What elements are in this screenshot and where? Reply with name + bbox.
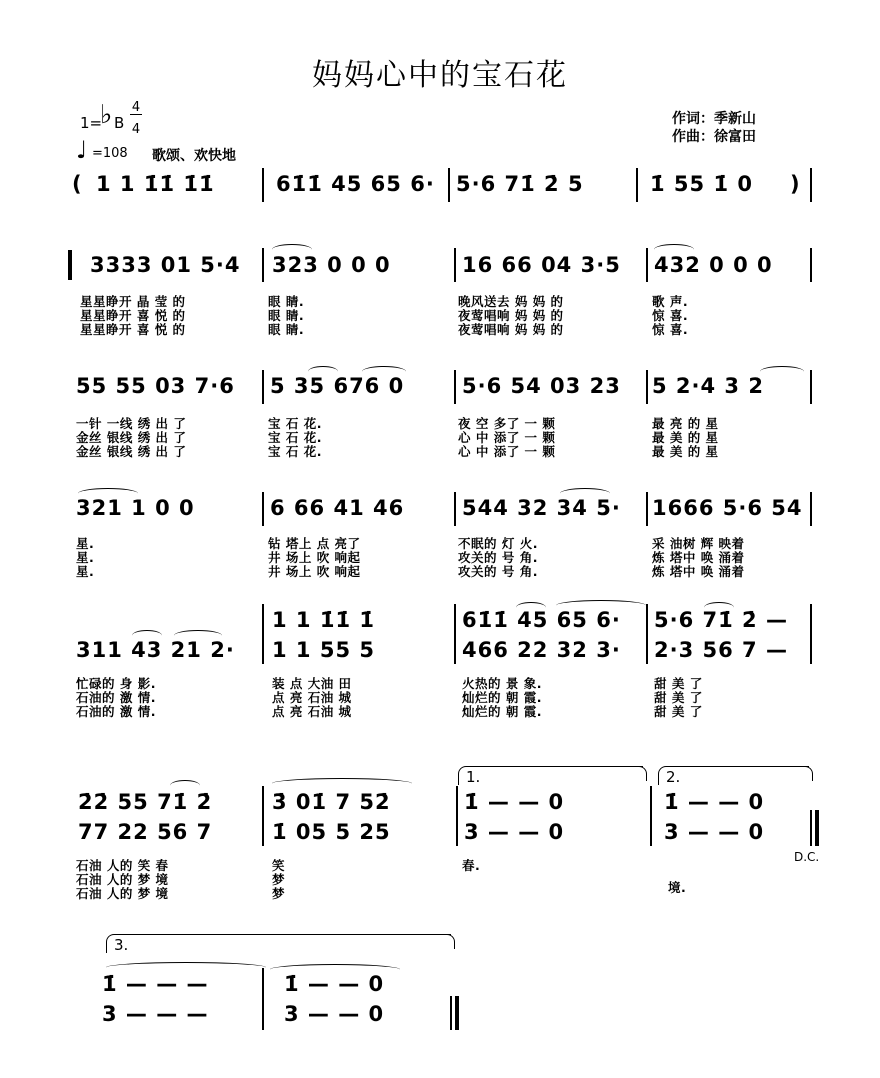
lyric-line: 宝 石 花. bbox=[268, 430, 322, 445]
lyric-line: 最 亮 的 星 bbox=[652, 416, 719, 431]
lyric-line: 金丝 银线 绣 出 了 bbox=[76, 430, 187, 445]
lyric-line: 宝 石 花. bbox=[268, 416, 322, 431]
lyric-line: 钻 塔上 点 亮了 bbox=[268, 536, 361, 551]
slur-mark bbox=[272, 778, 412, 789]
row6-upper-measure-2: 3̇ 01̇ 7 52̇ bbox=[272, 790, 391, 814]
barline bbox=[646, 248, 648, 282]
lyric-line: 甜 美 了 bbox=[654, 690, 703, 705]
lyric-line: 炼 塔中 唤 涌着 bbox=[652, 550, 745, 565]
lyric-line: 金丝 银线 绣 出 了 bbox=[76, 444, 187, 459]
row4-measure-1: 321 1 0 0 bbox=[76, 496, 195, 520]
volta-number-1: 1. bbox=[466, 768, 481, 786]
row5-lower-measure-4: 2·3 56 7 — bbox=[654, 638, 788, 662]
barline bbox=[448, 168, 450, 202]
volta-number-2: 2. bbox=[666, 768, 681, 786]
lyric-line: 梦 bbox=[272, 872, 286, 887]
final-barline-thick bbox=[815, 810, 819, 846]
row5-lower-measure-3: 466 22 32 3· bbox=[462, 638, 621, 662]
intro-close-paren: ) bbox=[790, 172, 801, 196]
row2-measure-1: 3333 01 5·4 bbox=[90, 253, 241, 277]
barline bbox=[636, 168, 638, 202]
lyric-line: 石油 人的 梦 境 bbox=[76, 872, 169, 887]
lyric-line: 宝 石 花. bbox=[268, 444, 322, 459]
volta-bracket-3 bbox=[106, 934, 451, 953]
final-barline-thick bbox=[455, 996, 459, 1030]
intro-measure-4: 1̇ 55 1̇ 0 bbox=[650, 172, 753, 196]
barline bbox=[456, 786, 458, 846]
barline bbox=[454, 248, 456, 282]
volta-bracket-1 bbox=[458, 766, 643, 785]
lyric-line: 火热的 景 象. bbox=[462, 676, 542, 691]
lyric-line: 惊 喜. bbox=[652, 308, 689, 323]
lyric-line: 眼 睛. bbox=[268, 308, 305, 323]
barline bbox=[810, 370, 812, 404]
barline bbox=[810, 604, 812, 664]
lyric-line: 心 中 添了 一 颗 bbox=[458, 444, 556, 459]
lyric-line: 甜 美 了 bbox=[654, 704, 703, 719]
lyric-line: 星星睁开 喜 悦 的 bbox=[80, 322, 186, 337]
row7-lower-measure-2: 3 — — 0 bbox=[284, 1002, 385, 1026]
slur-mark bbox=[760, 366, 804, 377]
row6-lower-volta-1: 3 — — 0 bbox=[464, 820, 565, 844]
repeat-start-barline bbox=[68, 250, 72, 280]
barline bbox=[810, 492, 812, 526]
intro-open-paren: ( bbox=[72, 172, 83, 196]
volta-bracket-2 bbox=[658, 766, 809, 785]
lyric-line: 最 美 的 星 bbox=[652, 430, 719, 445]
barline bbox=[262, 968, 264, 1030]
lyric-line: 春. bbox=[462, 858, 481, 873]
key-prefix: 1= bbox=[80, 114, 103, 132]
lyric-line: 星. bbox=[76, 550, 95, 565]
final-barline-thin bbox=[450, 996, 452, 1030]
time-sig-top: 4 bbox=[131, 100, 141, 115]
lyric-line: 星. bbox=[76, 564, 95, 579]
row4-measure-4: 1666 5·6 54 bbox=[652, 496, 803, 520]
lyric-line: 炼 塔中 唤 涌着 bbox=[652, 564, 745, 579]
row6-lower-volta-2: 3 — — 0 bbox=[664, 820, 765, 844]
intro-measure-3: 5·6 71̇ 2̇ 5 bbox=[456, 172, 584, 196]
lyric-line: 眼 睛. bbox=[268, 294, 305, 309]
row7-lower-measure-1: 3 — — — bbox=[102, 1002, 209, 1026]
row5-upper-measure-3: 5·6 71̇ 2̇ — bbox=[654, 608, 788, 632]
row6-lower-measure-1: 77 22 56 7 bbox=[78, 820, 213, 844]
expression-mark: 歌颂、欢快地 bbox=[152, 148, 236, 164]
lyric-line: 夜莺唱响 妈 妈 的 bbox=[458, 308, 564, 323]
lyric-line: 眼 睛. bbox=[268, 322, 305, 337]
lyric-line: 石油的 激 情. bbox=[76, 690, 156, 705]
lyric-line: 点 亮 石油 城 bbox=[272, 704, 352, 719]
barline bbox=[810, 168, 812, 202]
lyric-line: 石油 人的 笑 春 bbox=[76, 858, 169, 873]
flat-sign-icon: ♭ bbox=[100, 100, 113, 130]
lyric-line: 星星睁开 晶 莹 的 bbox=[80, 294, 186, 309]
row6-upper-volta-2: 1̇ — — 0 bbox=[664, 790, 765, 814]
lyric-line: 攻关的 号 角. bbox=[458, 564, 538, 579]
row4-measure-3: 544 32 34 5· bbox=[462, 496, 621, 520]
row2-measure-4: 432 0 0 0 bbox=[654, 253, 773, 277]
lyric-line: 一针 一线 绣 出 了 bbox=[76, 416, 187, 431]
barline bbox=[262, 786, 264, 846]
lyric-line: 晚风送去 妈 妈 的 bbox=[458, 294, 564, 309]
volta-bracket-1-end bbox=[638, 766, 647, 781]
lyricist-credit: 作词：季新山 bbox=[672, 111, 756, 127]
row2-measure-2: 323 0 0 0 bbox=[272, 253, 391, 277]
barline bbox=[262, 248, 264, 282]
key-note: B bbox=[114, 114, 125, 132]
barline bbox=[454, 492, 456, 526]
lyric-line: 星. bbox=[76, 536, 95, 551]
lyric-line: 忙碌的 身 影. bbox=[76, 676, 156, 691]
intro-measure-2: 61̇1̇ 45 65 6· bbox=[276, 172, 435, 196]
lyric-line: 采 油树 辉 映着 bbox=[652, 536, 745, 551]
barline bbox=[646, 604, 648, 664]
barline bbox=[810, 248, 812, 282]
barline bbox=[646, 492, 648, 526]
lyric-line: 星星睁开 喜 悦 的 bbox=[80, 308, 186, 323]
volta-bracket-3-end bbox=[446, 934, 455, 949]
song-title: 妈妈心中的宝石花 bbox=[312, 58, 568, 93]
barline bbox=[454, 370, 456, 404]
lyric-line: 石油的 激 情. bbox=[76, 704, 156, 719]
time-sig-bottom: 4 bbox=[131, 122, 141, 137]
row5-lower-measure-1: 311 43 21 2· bbox=[76, 638, 235, 662]
row3-measure-2: 5 35 676 0 bbox=[270, 374, 405, 398]
lyric-line: 攻关的 号 角. bbox=[458, 550, 538, 565]
row4-measure-2: 6 66 41 46 bbox=[270, 496, 405, 520]
row6-upper-measure-1: 2̇2̇ 55 71̇ 2̇ bbox=[78, 790, 213, 814]
intro-measure-1: 1 1 1̇1̇ 1̇1̇ bbox=[96, 172, 215, 196]
barline bbox=[646, 370, 648, 404]
volta-number-3: 3. bbox=[114, 936, 129, 954]
lyric-line: 装 点 大油 田 bbox=[272, 676, 352, 691]
lyric-line: 惊 喜. bbox=[652, 322, 689, 337]
final-barline-thin bbox=[810, 810, 812, 846]
row3-measure-4: 5 2·4 3 2 bbox=[652, 374, 764, 398]
lyric-line: 不眠的 灯 火. bbox=[458, 536, 538, 551]
barline bbox=[454, 604, 456, 664]
repeat-end-barline bbox=[650, 786, 652, 846]
row5-lower-measure-2: 1 1 55 5 bbox=[272, 638, 375, 662]
volta-bracket-2-end bbox=[804, 766, 813, 781]
row3-measure-3: 5·6 54 03 23 bbox=[462, 374, 621, 398]
lyric-line: 灿烂的 朝 霞. bbox=[462, 704, 542, 719]
quarter-note-icon: ♩ bbox=[76, 136, 88, 164]
time-sig-line bbox=[130, 114, 142, 115]
tempo-value: =108 bbox=[92, 146, 128, 161]
row3-measure-1: 55 55 03 7·6 bbox=[76, 374, 235, 398]
lyric-line: 歌 声. bbox=[652, 294, 689, 309]
barline bbox=[262, 492, 264, 526]
lyric-line: 夜莺唱响 妈 妈 的 bbox=[458, 322, 564, 337]
lyric-line: 心 中 添了 一 颗 bbox=[458, 430, 556, 445]
row5-upper-measure-2: 61̇1̇ 45 65 6· bbox=[462, 608, 621, 632]
lyric-line: 井 场上 吹 响起 bbox=[268, 550, 361, 565]
row7-upper-measure-2: 1̇ — — 0 bbox=[284, 972, 385, 996]
lyric-line: 最 美 的 星 bbox=[652, 444, 719, 459]
lyric-line: 笑 bbox=[272, 858, 286, 873]
barline bbox=[262, 168, 264, 202]
lyric-line: 井 场上 吹 响起 bbox=[268, 564, 361, 579]
lyric-line: 夜 空 多了 一 颗 bbox=[458, 416, 556, 431]
lyric-line: 梦 bbox=[272, 886, 286, 901]
barline bbox=[262, 370, 264, 404]
row5-upper-measure-1: 1 1 1̇1̇ 1̇ bbox=[272, 608, 375, 632]
lyric-line: 石油 人的 梦 境 bbox=[76, 886, 169, 901]
da-capo-mark: D.C. bbox=[794, 850, 820, 864]
lyric-line: 甜 美 了 bbox=[654, 676, 703, 691]
barline bbox=[262, 604, 264, 664]
row6-upper-volta-1: 1̇ — — 0 bbox=[464, 790, 565, 814]
row7-upper-measure-1: 1̇ — — — bbox=[102, 972, 209, 996]
lyric-line: 灿烂的 朝 霞. bbox=[462, 690, 542, 705]
row2-measure-3: 16 66 04 3·5 bbox=[462, 253, 621, 277]
lyric-line: 境. bbox=[668, 880, 687, 895]
composer-credit: 作曲：徐富田 bbox=[672, 129, 756, 145]
lyric-line: 点 亮 石油 城 bbox=[272, 690, 352, 705]
row6-lower-measure-2: 1̇ 05 5 25 bbox=[272, 820, 391, 844]
